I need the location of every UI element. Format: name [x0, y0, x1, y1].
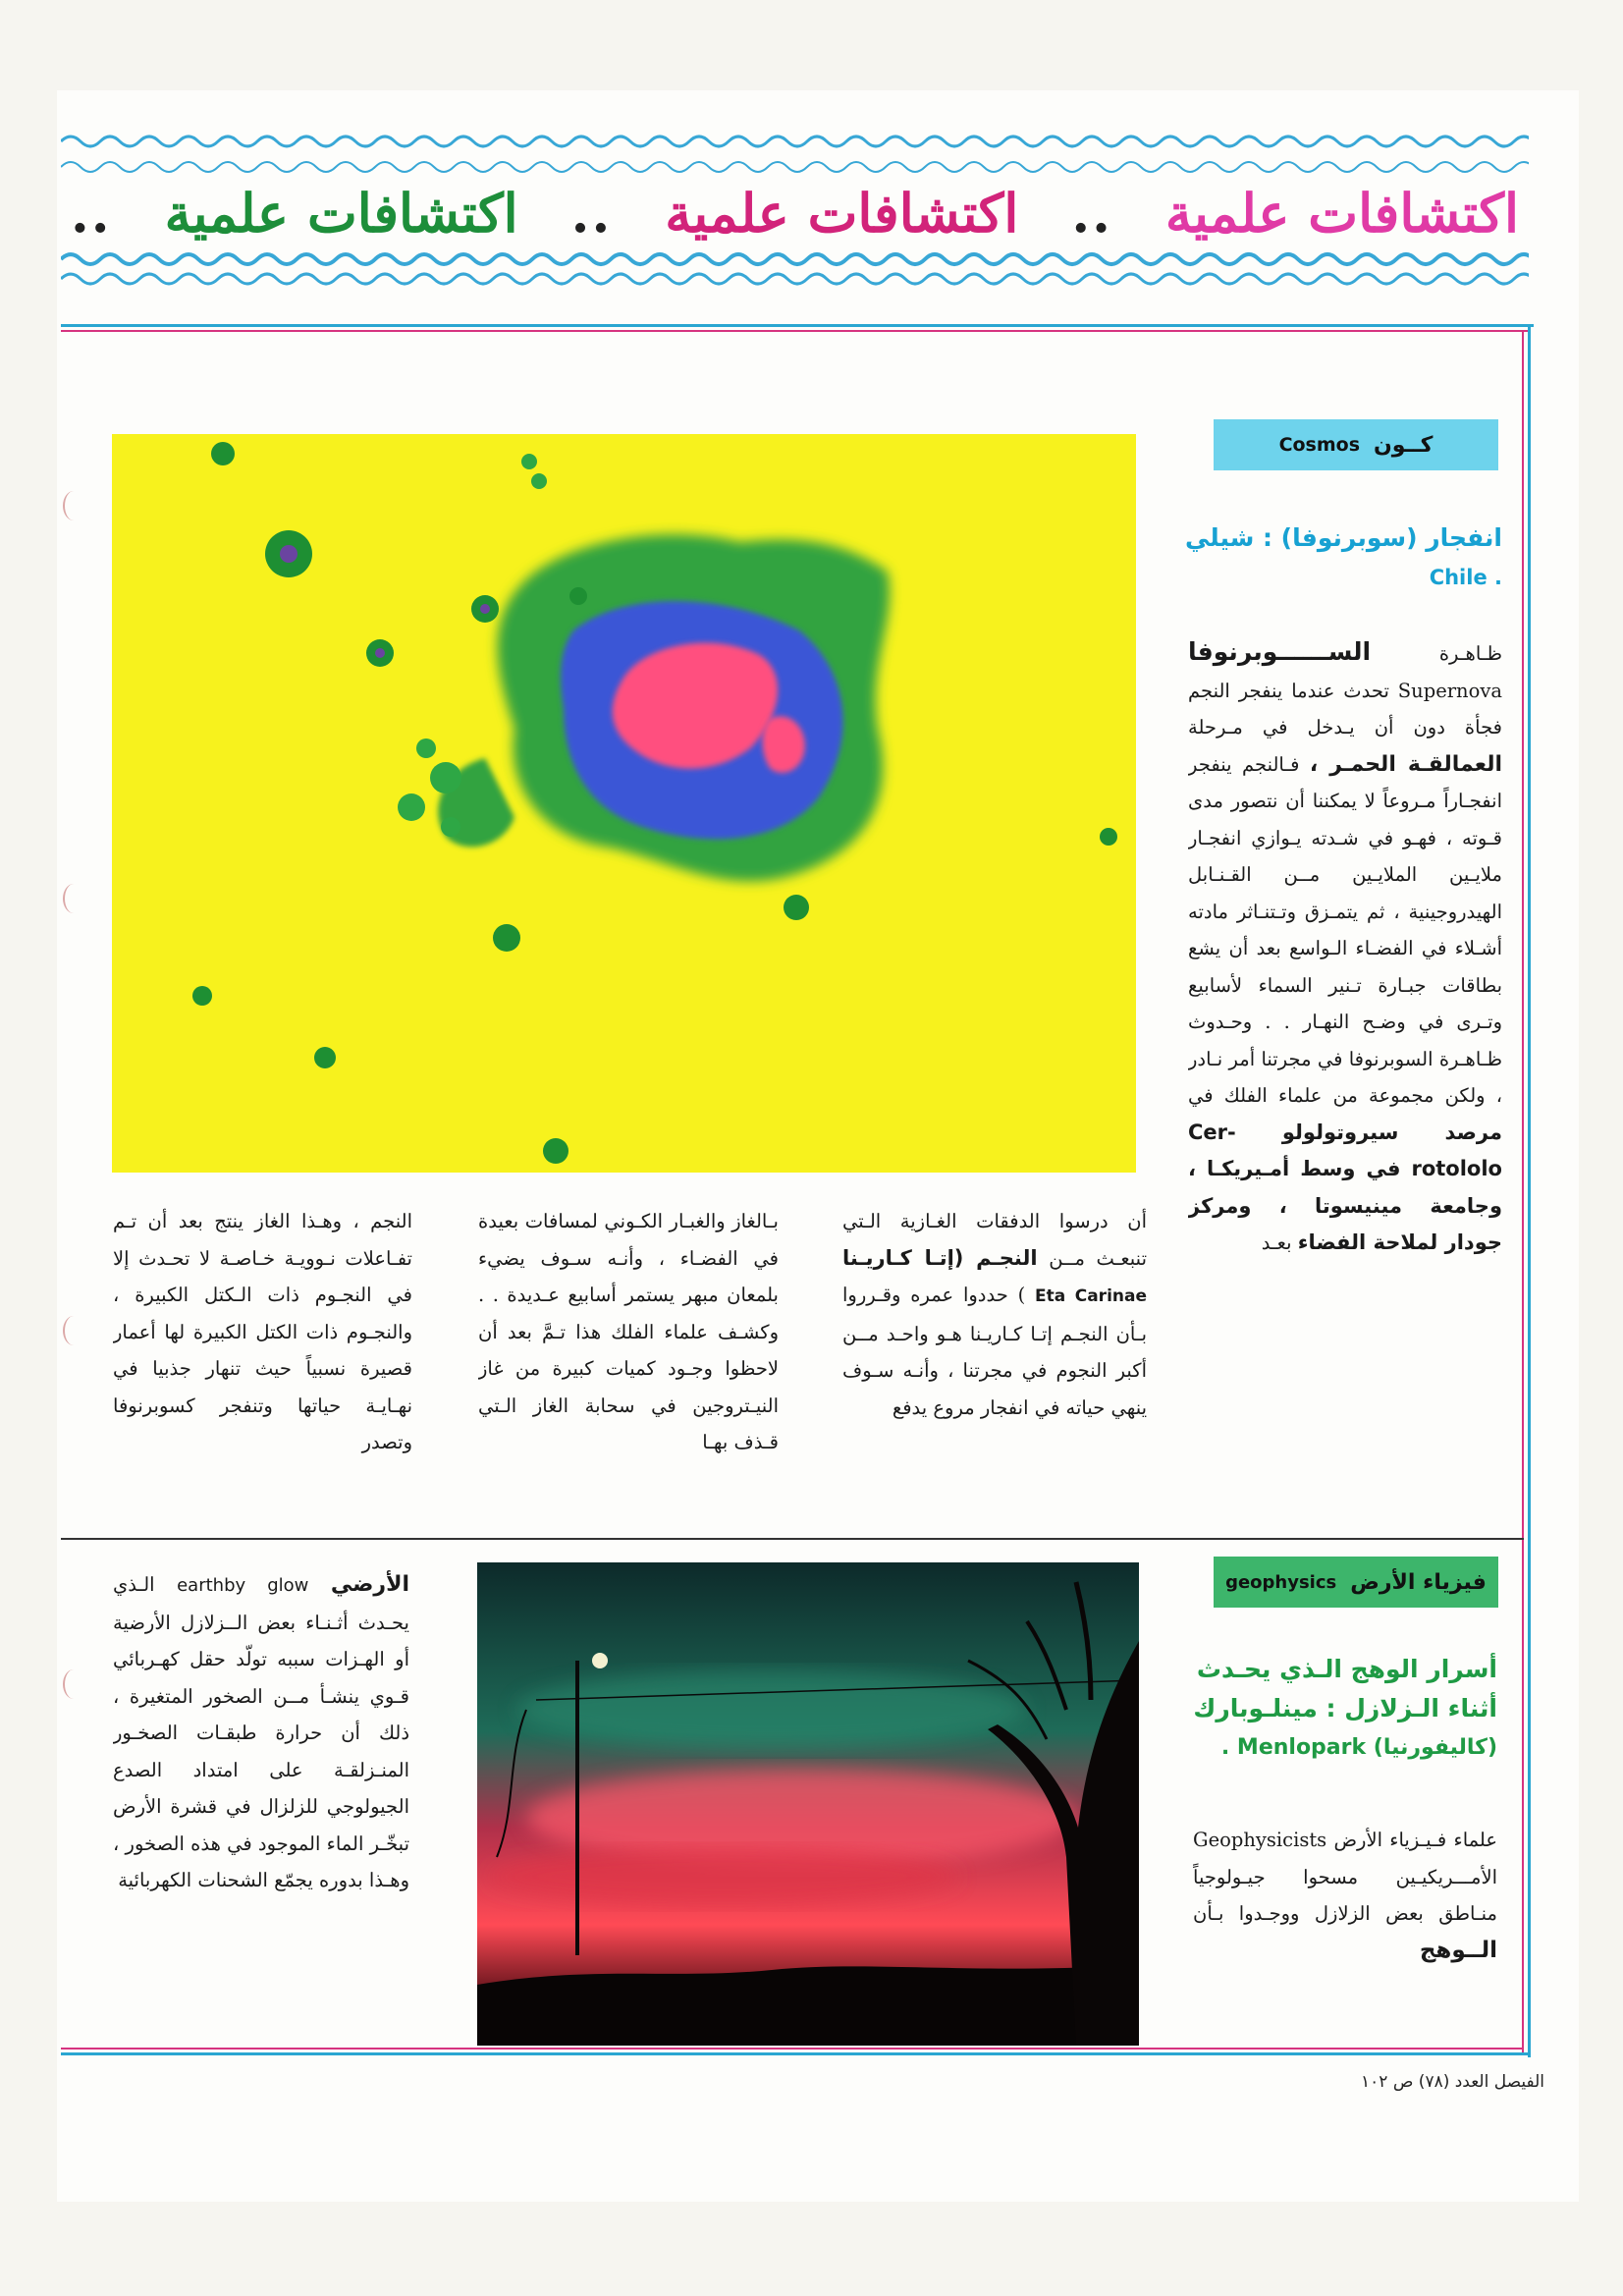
frame-bottom-line	[61, 2052, 1531, 2055]
cosmos-column-4	[113, 1203, 412, 1527]
cosmos-col2-en: Eta Carinae	[1035, 1286, 1147, 1306]
wave-border-bottom-2	[61, 267, 1529, 291]
geo-headline-line-3: (كاليفورنيا) Menlopark .	[1220, 1735, 1497, 1760]
cosmos-col2-text2: ) حددوا عمره وقـرروا بـأن النجـم إتـا كـاريـنا هـو واحـد مــن أكبر النجوم في مجرتنا ، وأنـه سـوف ينهي حياته في انفجار مروع يدفع	[842, 1284, 1147, 1419]
cosmos-col2-text: أن درسوا الدفقات الغـازية الـتي تنبعـث مــن	[842, 1210, 1147, 1270]
cosmos-p1-rest3: بعـد	[1261, 1231, 1292, 1254]
cosmos-column-1	[1188, 633, 1502, 1517]
geo-headline	[1159, 1650, 1497, 1768]
wave-border-top	[61, 130, 1529, 153]
supernova-image	[112, 434, 1136, 1173]
geo-column-1	[1193, 1822, 1497, 2033]
banner-title-2: اكتشافات علمية	[665, 182, 1019, 245]
geo-headline-line-1: أسرار الوهج الـذي يحـدث	[1196, 1655, 1497, 1683]
frame-right-line-pink	[1522, 330, 1524, 2053]
margin-mark-1	[63, 491, 84, 520]
frame-right-line	[1528, 324, 1531, 2057]
sunset-graphic	[477, 1562, 1139, 2046]
banner-title-1: اكتشافات علمية	[1164, 182, 1519, 245]
frame-top-line	[61, 324, 1534, 327]
supernova-graphic	[112, 434, 1136, 1173]
geo-col2-text: الـذي يحـدث أثـنـاء بعض الــزلازل الأرضية أو الهـزات سببه تولّد حقل كهـربائي قـوي ينشـأ مــن الصخور المتغيرة ، ذلك أن حرارة طبقـات الصخـور المنـزلقـة على امتداد الصدع الجيولوجي للزلزال في قشرة الأرض تبخّـر الماء الموجود في هذه الصخور ، وهـذا بدوره يجمّع الشحنات الكهربائية	[113, 1573, 409, 1891]
earthquake-glow-image	[477, 1562, 1139, 2046]
cosmos-p1-rest2: فـالنجم ينفجر انفجـاراً مـروعاً لا يمكننا أن نتصور مدى قـوته ، فهـو في شـدته يـوازي انفجـار ملايـين الملايـين مــن القـنـابل الهيدروجينية ، ثم يتمـزق وتـتنـاثر مادته أشـلاء في الفضـاء الـواسع بعد أن يشع بطاقات جبـارة تـنير السماء لأسابيع وتـرى في وضـح النهـار . . وحـدوث ظـاهـرة السوبرنوفا في مجرتنا أمر نـادر ، ولكن مجموعة من علماء الفلك في	[1188, 752, 1502, 1107]
margin-mark-2	[63, 884, 84, 913]
banner-dots-3: ..	[71, 182, 112, 245]
cosmos-p1-bold3: مرصد سيروتولولو Cer- rotololo في وسط أمـيريكـا ، وجامعة مينيسوتا ، ومركز جودار لملاحة الفضاء	[1188, 1120, 1502, 1254]
geo-col2-en: earthby glow	[177, 1575, 309, 1596]
cosmos-col3-text: بـالغاز والغبـار الكـوني لمسافات بعيدة في الفضـاء ، وأنـه سـوف يضيء بلمعان مبهر يستمر أسابيع عـديدة . . وكشـف علماء الفلك هذا تـمَّ بعد أن لاحظوا وجـود كميات كبيرة من غاز النيـتروجين في سحابة الغاز الـتي قـذف بهـا	[478, 1210, 779, 1453]
margin-mark-3	[63, 1316, 84, 1345]
cosmos-p1-lead: ظـاهـرة	[1438, 642, 1502, 665]
tag-geo-en: geophysics	[1225, 1571, 1337, 1593]
tag-cosmos-ar: كــون	[1374, 432, 1434, 458]
page-footer: الفيصل العدد (٧٨) ص ١٠٢	[1361, 2072, 1544, 2092]
banner-dots-2: ..	[570, 182, 613, 245]
section-divider	[61, 1538, 1524, 1540]
geo-column-2	[113, 1566, 409, 2033]
cosmos-p1-rest: Supernova تحدث عندما ينفجر النجم فجأة دون أن يـدخل في مـرحلة	[1188, 679, 1502, 738]
header-banner	[61, 130, 1529, 287]
cosmos-headline-ar: انفجار (سوبرنوفا) : شيلي	[1184, 523, 1502, 552]
geo-p1: علماء فـيـزياء الأرض Geophysicists الأمـــريكيـين مسحوا جيـولوجياً منـاطق بعض الزلازل ووجـدوا بـأن	[1193, 1829, 1497, 1925]
cosmos-headline	[1159, 519, 1502, 597]
cosmos-col2-bold: النجـم (إتـا كـاريـنا	[842, 1245, 1038, 1270]
cosmos-column-2	[842, 1203, 1147, 1527]
cosmos-column-3	[478, 1203, 779, 1527]
cosmos-p1-bold2: العمالقـة الحمـر ،	[1309, 751, 1502, 777]
geo-p1-bold: الــوهج	[1419, 1937, 1497, 1963]
section-tag-cosmos	[1214, 419, 1498, 470]
banner-title-3: اكتشافات علمية	[164, 182, 518, 245]
frame-top-line-pink	[61, 330, 1529, 332]
banner-title-row	[61, 179, 1529, 247]
frame-bottom-line-pink	[61, 2048, 1524, 2050]
margin-mark-4	[63, 1669, 84, 1699]
tag-geo-ar: فيزياء الأرض	[1350, 1569, 1487, 1595]
cosmos-p1-bold: الســــــوبرنوفا	[1188, 637, 1372, 666]
wave-border-top-2	[61, 155, 1529, 179]
geo-headline-line-2: أثناء الـزلازل : مينلـوبارك	[1193, 1694, 1497, 1722]
cosmos-col4-text: النجم ، وهـذا الغاز ينتج بعد أن تـم تفـاعلات نـوويـة خـاصـة لا تحـدث إلا في النجـوم ذات الـكتل الكبيرة ، والنجـوم ذات الكتل الكبيرة لها أعمار قصيرة نسبياً حيث تنهار جذبيا في نهـايـة حياتها وتنفجر كسوبرنوفا وتصدر	[113, 1210, 412, 1453]
section-tag-geophysics	[1214, 1557, 1498, 1608]
geo-col2-bold: الأرضي	[330, 1572, 409, 1597]
cosmos-headline-en: . Chile	[1429, 566, 1502, 589]
banner-dots-1: ..	[1071, 182, 1112, 245]
tag-cosmos-en: Cosmos	[1278, 434, 1361, 456]
